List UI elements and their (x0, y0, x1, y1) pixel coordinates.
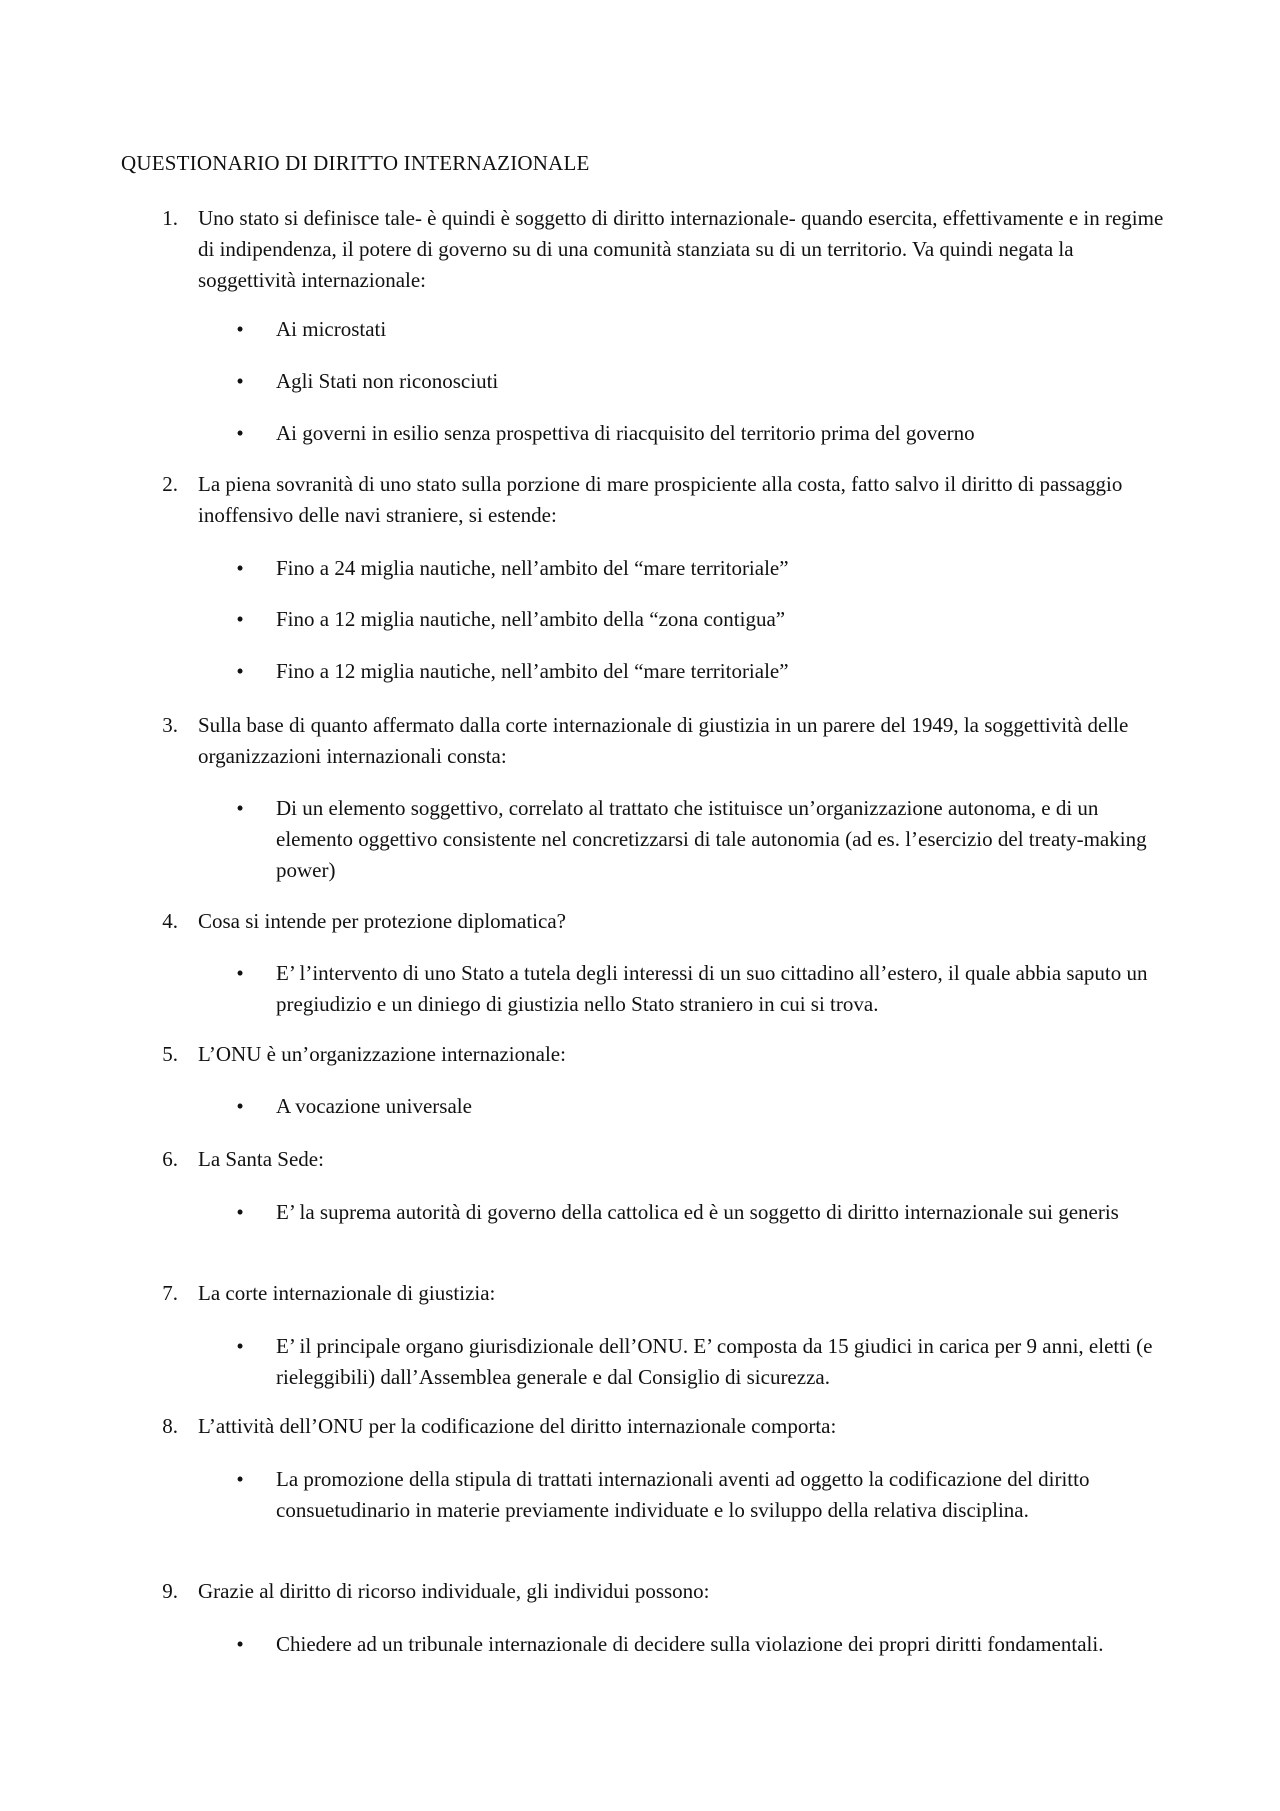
question-text: La Santa Sede: (198, 1147, 324, 1171)
answer-text: Fino a 24 miglia nautiche, nell’ambito del “mare territoriale” (276, 556, 789, 580)
question-number: 6. (162, 1147, 178, 1171)
question-number: 5. (162, 1042, 178, 1066)
question-text: Grazie al diritto di ricorso individuale, gli individui possono: (198, 1579, 710, 1603)
bullet-icon: • (236, 369, 244, 393)
answer-text: La promozione della stipula di trattati internazionali aventi ad oggetto la codificazione del diritto consuetudinario in materie previamente individuate e lo sviluppo della relativa disciplina. (276, 1467, 1090, 1522)
bullet-icon: • (236, 659, 244, 683)
question-text: Uno stato si definisce tale- è quindi è soggetto di diritto internazionale- quando esercita, effettivamente e in regime di indipendenza, il potere di governo su di una comunità stanziata su di un territorio. Va quindi negata la soggettività internazionale: (198, 206, 1164, 292)
answer-text: Di un elemento soggettivo, correlato al trattato che istituisce un’organizzazione autonoma, e di un elemento oggettivo consistente nel concretizzarsi di tale autonomia (ad es. l’esercizio del treaty-making power) (276, 796, 1147, 882)
question-text: La piena sovranità di uno stato sulla porzione di mare prospiciente alla costa, fatto salvo il diritto di passaggio inoffensivo delle navi straniere, si estende: (198, 472, 1123, 527)
answer-text: Agli Stati non riconosciuti (276, 369, 499, 393)
answer-text: E’ il principale organo giurisdizionale dell’ONU. E’ composta da 15 giudici in carica per 9 anni, eletti (e rieleggibili) dall’Assemblea generale e dal Consiglio di sicurezza. (276, 1334, 1153, 1389)
answer-text: E’ l’intervento di uno Stato a tutela degli interessi di un suo cittadino all’estero, il quale abbia saputo un pregiudizio e un diniego di giustizia nello Stato straniero in cui si trova. (276, 961, 1148, 1016)
question-number: 8. (162, 1414, 178, 1438)
bullet-icon: • (236, 607, 244, 631)
question-text: L’attività dell’ONU per la codificazione del diritto internazionale comporta: (198, 1414, 837, 1438)
answer-text: Ai governi in esilio senza prospettiva di riacquisito del territorio prima del governo (276, 421, 975, 445)
bullet-icon: • (236, 317, 244, 341)
question-number: 2. (162, 472, 178, 496)
bullet-icon: • (236, 961, 244, 985)
bullet-icon: • (236, 556, 244, 580)
question-text: La corte internazionale di giustizia: (198, 1281, 496, 1305)
question-text: Sulla base di quanto affermato dalla corte internazionale di giustizia in un parere del 1949, la soggettività delle organizzazioni internazionali consta: (198, 713, 1129, 768)
answer-text: E’ la suprema autorità di governo della cattolica ed è un soggetto di diritto internazionale sui generis (276, 1200, 1119, 1224)
bullet-icon: • (236, 1632, 244, 1656)
bullet-icon: • (236, 1200, 244, 1224)
bullet-icon: • (236, 1334, 244, 1358)
question-number: 7. (162, 1281, 178, 1305)
bullet-icon: • (236, 421, 244, 445)
question-number: 3. (162, 713, 178, 737)
answer-text: Fino a 12 miglia nautiche, nell’ambito della “zona contigua” (276, 607, 786, 631)
question-text: L’ONU è un’organizzazione internazionale: (198, 1042, 566, 1066)
answer-text: A vocazione universale (276, 1094, 472, 1118)
bullet-icon: • (236, 796, 244, 820)
bullet-icon: • (236, 1467, 244, 1491)
answer-text: Ai microstati (276, 317, 387, 341)
answer-text: Chiedere ad un tribunale internazionale di decidere sulla violazione dei propri diritti fondamentali. (276, 1632, 1104, 1656)
question-number: 9. (162, 1579, 178, 1603)
document-title: QUESTIONARIO DI DIRITTO INTERNAZIONALE (121, 151, 590, 175)
question-text: Cosa si intende per protezione diplomatica? (198, 909, 566, 933)
question-number: 1. (162, 206, 178, 230)
question-number: 4. (162, 909, 178, 933)
answer-text: Fino a 12 miglia nautiche, nell’ambito del “mare territoriale” (276, 659, 789, 683)
bullet-icon: • (236, 1094, 244, 1118)
